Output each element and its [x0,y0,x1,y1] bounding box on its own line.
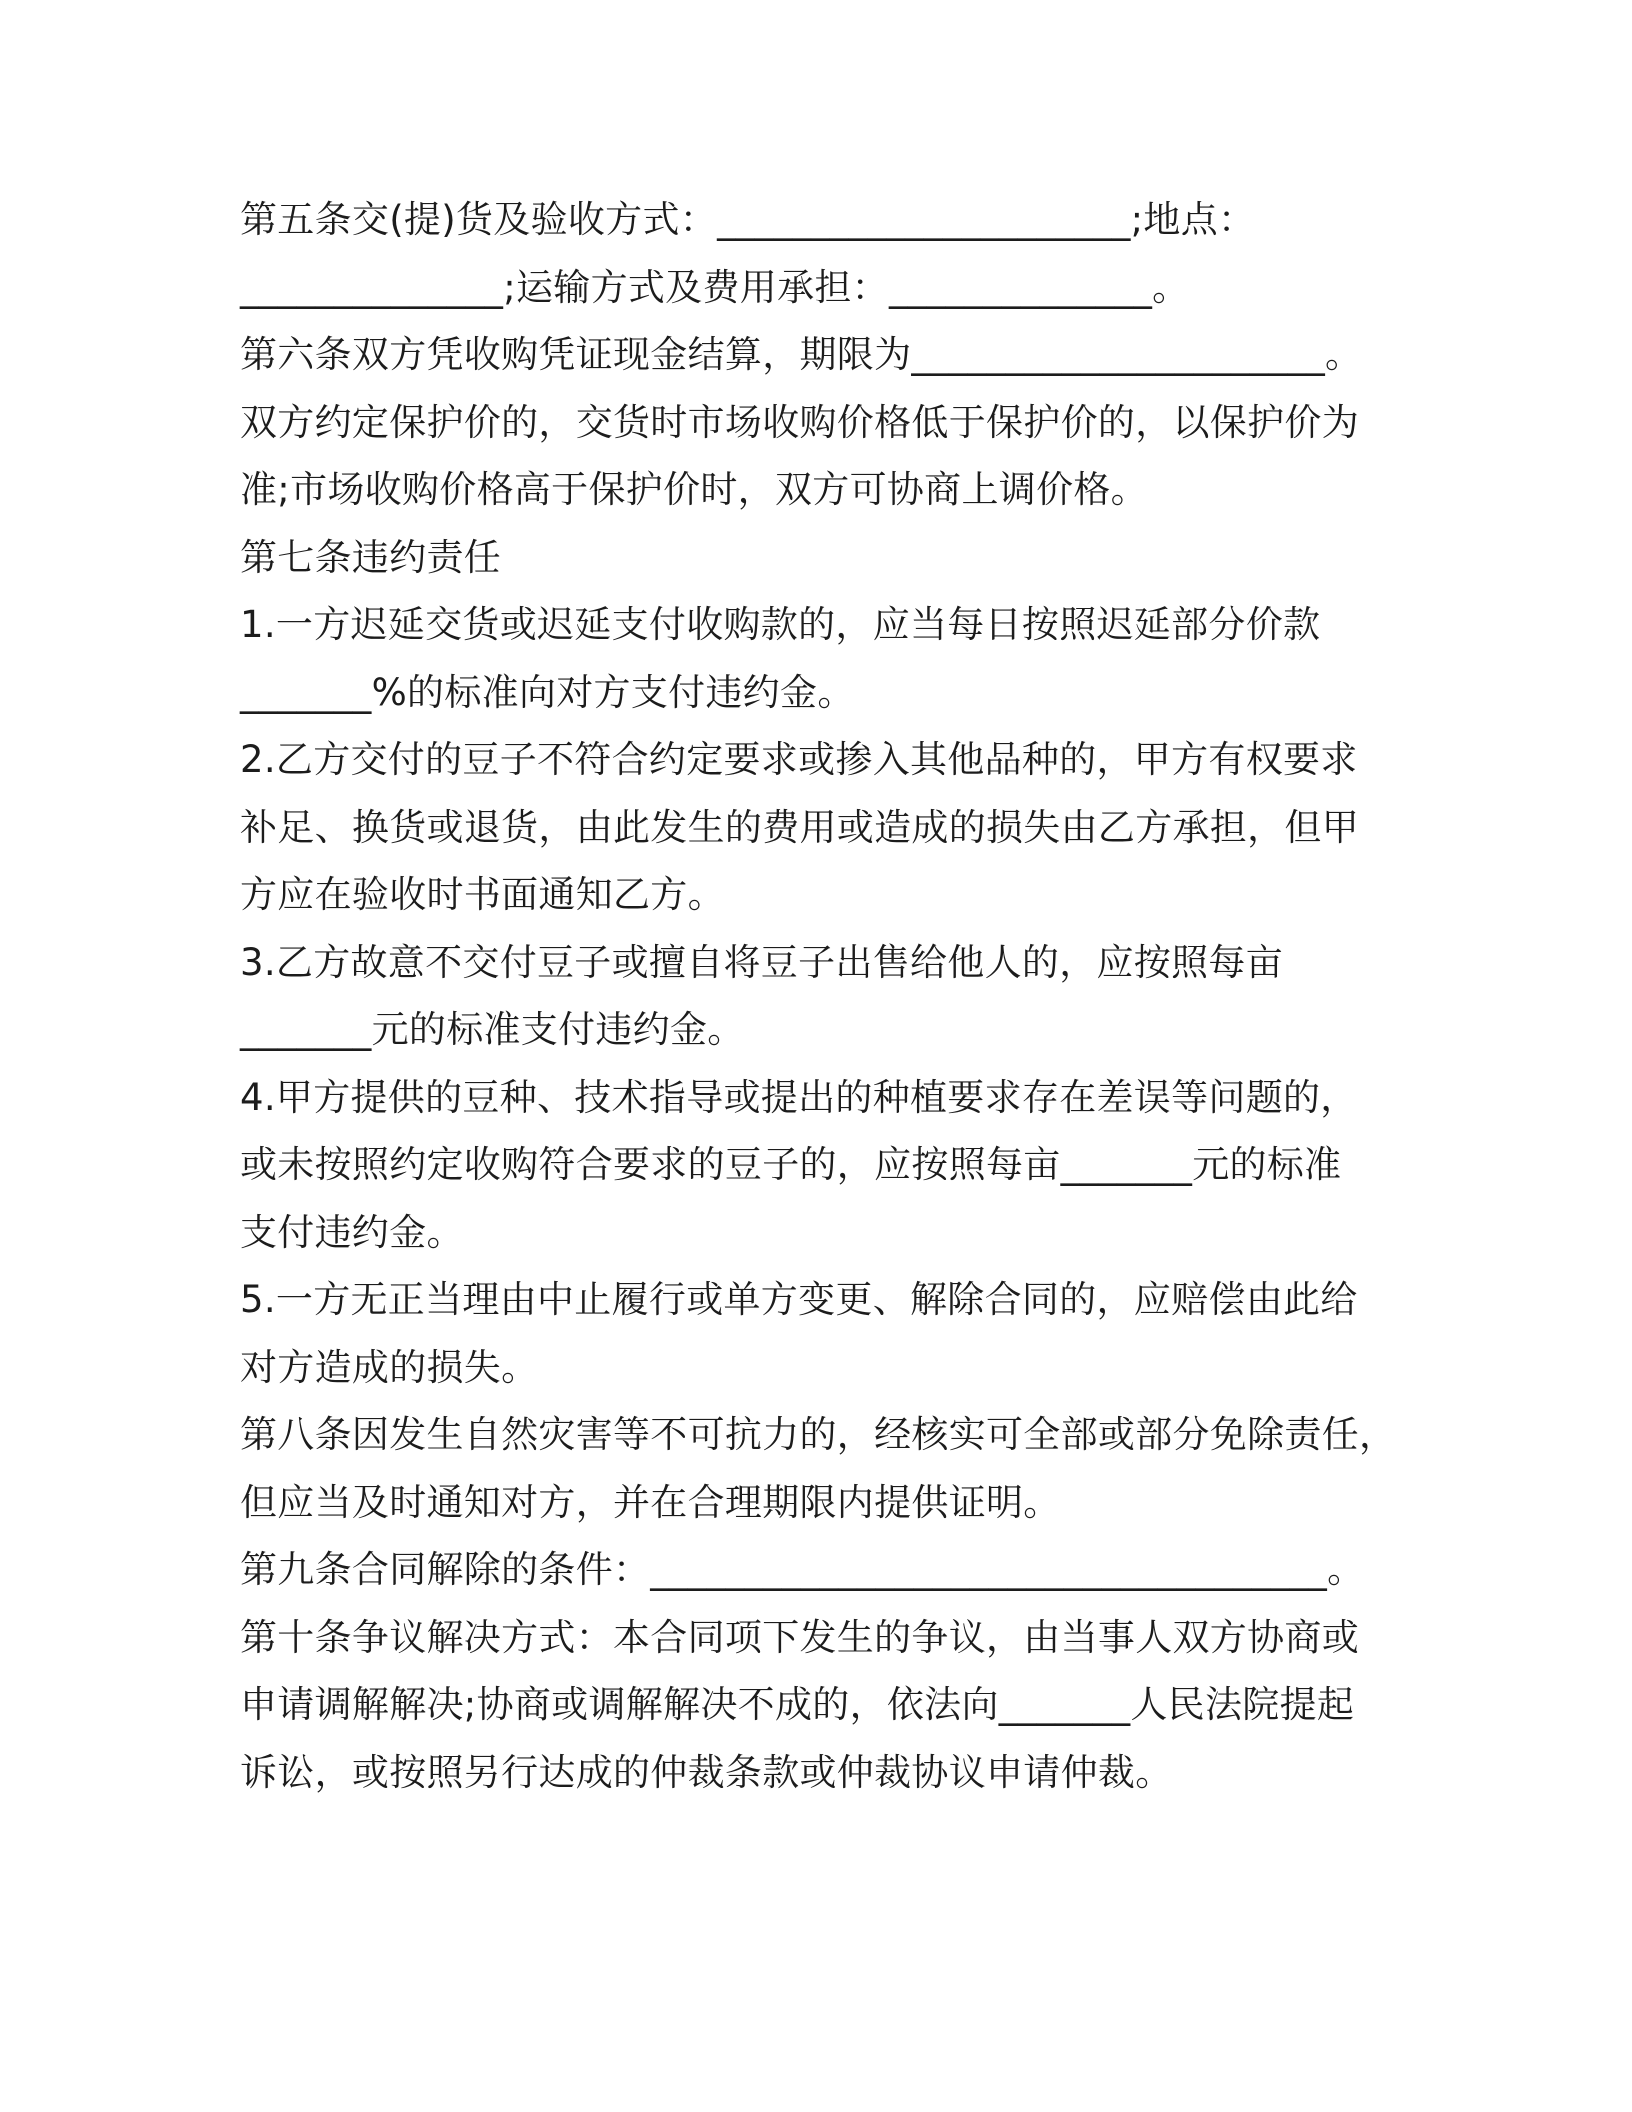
text-line: 对方造成的损失。 [240,1345,539,1389]
text-line: 或未按照约定收购符合要求的豆子的，应按照每亩_______元的标准 [240,1143,1342,1186]
text-line: 准;市场收购价格高于保护价时，双方可协商上调价格。 [240,468,1148,511]
text-line: 5.一方无正当理由中止履行或单方变更、解除合同的，应赔偿由此给 [240,1278,1358,1321]
text-line: 申请调解解决;协商或调解解决不成的，依法向_______人民法院提起 [240,1683,1355,1726]
text-line: 双方约定保护价的，交货时市场收购价格低于保护价的，以保护价为 [240,400,1359,444]
text-line: 第五条交(提)货及验收方式：______________________;地点： [240,198,1256,241]
text-line: 补足、换货或退货，由此发生的费用或造成的损失由乙方承担，但甲 [240,805,1359,849]
text-line: 3.乙方故意不交付豆子或擅自将豆子出售给他人的，应按照每亩 [240,940,1283,984]
text-line: 但应当及时通知对方，并在合理期限内提供证明。 [240,1480,1061,1524]
text-line: _______元的标准支付违约金。 [240,1008,745,1051]
text-line: 第九条合同解除的条件：____________________________________。 [240,1548,1365,1591]
text-line: 2.乙方交付的豆子不符合约定要求或掺入其他品种的，甲方有权要求 [240,738,1358,781]
text-line: 第八条因发生自然灾害等不可抗力的，经核实可全部或部分免除责任， [240,1413,1397,1456]
text-line: 支付违约金。 [240,1210,464,1254]
document-body [240,186,1420,1806]
text-line: 1.一方迟延交货或迟延支付收购款的，应当每日按照迟延部分价款 [240,603,1321,646]
text-line: 诉讼，或按照另行达成的仲裁条款或仲裁协议申请仲裁。 [240,1750,1173,1794]
text-line: 方应在验收时书面通知乙方。 [240,873,725,916]
section-heading: 第七条违约责任 [240,535,502,579]
text-line: 第六条双方凭收购凭证现金结算，期限为______________________。 [240,333,1363,376]
text-line: _______%的标准向对方支付违约金。 [240,670,855,714]
text-line: 4.甲方提供的豆种、技术指导或提出的种植要求存在差误等问题的， [240,1075,1358,1119]
text-line: 第十条争议解决方式：本合同项下发生的争议，由当事人双方协商或 [240,1615,1359,1659]
text-line: ______________;运输方式及费用承担：______________。 [240,265,1190,309]
